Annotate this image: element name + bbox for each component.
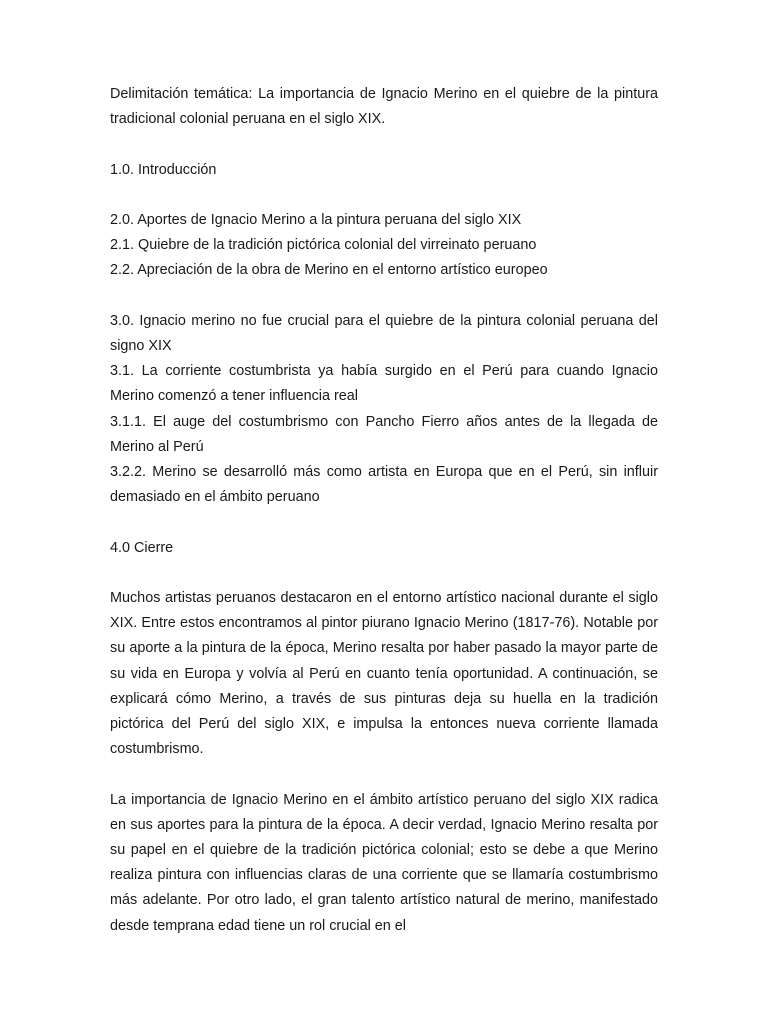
spacer	[110, 183, 658, 208]
outline-section-4: 4.0 Cierre	[110, 539, 174, 556]
delimitacion-tematica: Delimitación temática: La importancia de Ignacio Merino en el quiebre de la pintura tradicional colonial peruana en el siglo XIX.	[110, 86, 658, 128]
outline-section-3: 3.0. Ignacio merino no fue crucial para el quiebre de la pintura colonial peruana del signo XIX	[110, 312, 658, 354]
outline-section-1: 1.0. Introducción	[110, 161, 217, 178]
spacer	[110, 132, 658, 157]
outline-section-2: 2.0. Aportes de Ignacio Merino a la pintura peruana del siglo XIX	[110, 211, 522, 228]
spacer	[110, 561, 658, 586]
body-paragraph-1: Muchos artistas peruanos destacaron en el entorno artístico nacional durante el siglo XIX. Entre estos encontramos al pintor piurano Ignacio Merino (1817-76). Notable por su aporte a la pintura de la época, Merino resalta por haber pasado la mayor parte de su vida en Europa y volvía al Perú en cuanto tenía oportunidad. A continuación, se explicará cómo Merino, a través de sus pinturas deja su huella en la tradición pictórica del Perú del siglo XIX, e impulsa la entonces nueva corriente llamada costumbrismo.	[110, 589, 658, 758]
outline-section-3-1: 3.1. La corriente costumbrista ya había surgido en el Perú para cuando Ignacio Merino comenzó a tener influencia real	[110, 363, 658, 405]
body-paragraph-2: La importancia de Ignacio Merino en el ámbito artístico peruano del siglo XIX radica en sus aportes para la pintura de la época. A decir verdad, Ignacio Merino resalta por su papel en el quiebre de la tradición pictórica colonial; esto se debe a que Merino realiza pintura con influencias claras de una corriente que se llamaría costumbrismo más adelante. Por otro lado, el gran talento artístico natural de merino, manifestado desde temprana edad tiene un rol crucial en el	[110, 791, 658, 934]
outline-section-2-1: 2.1. Quiebre de la tradición pictórica colonial del virreinato peruano	[110, 237, 537, 254]
outline-section-2-2: 2.2. Apreciación de la obra de Merino en el entorno artístico europeo	[110, 262, 548, 279]
spacer	[110, 510, 658, 535]
outline-section-3-2-2: 3.2.2. Merino se desarrolló más como artista en Europa que en el Perú, sin influir demasiado en el ámbito peruano	[110, 464, 658, 506]
spacer	[110, 762, 658, 787]
outline-section-3-1-1: 3.1.1. El auge del costumbrismo con Pancho Fierro años antes de la llegada de Merino al Perú	[110, 413, 658, 455]
spacer	[110, 284, 658, 309]
document-page	[110, 82, 658, 939]
